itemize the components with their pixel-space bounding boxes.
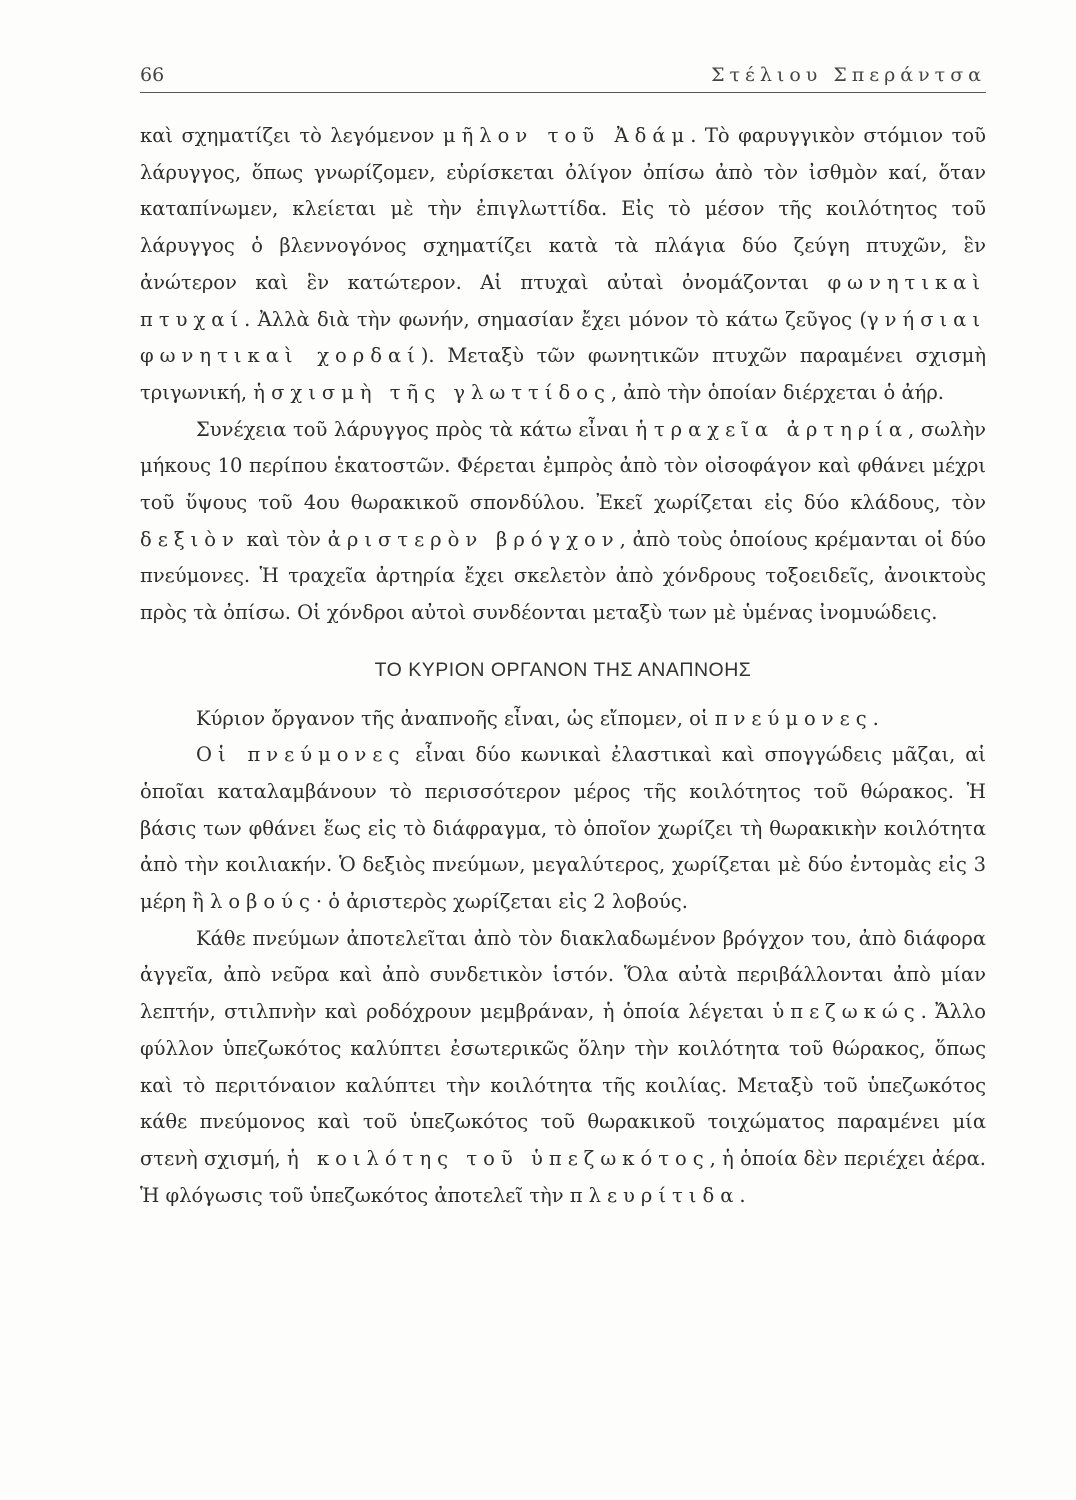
paragraph-trachea: Συνέχεια τοῦ λάρυγγος πρὸς τὰ κάτω εἶναι ἡ τραχεῖα ἀρτηρία, σωλὴν μήκους 10 περίπου ἑκατοστῶν. Φέρεται ἐμπρὸς ἀπὸ τὸν οἰσοφάγον καὶ φθάνει μέχρι τοῦ ὕψους τοῦ 4ου θωρακικοῦ σπονδύλου. Ἐκεῖ χωρίζεται εἰς δύο κλάδους, τὸν δεξιὸν καὶ τὸν ἀριστερὸν βρόγχον, ἀπὸ τοὺς ὁποίους κρέμανται οἱ δύο πνεύμονες. Ἡ τραχεῖα ἀρτηρία ἔχει σκελετὸν ἀπὸ χόνδρους τοξοειδεῖς, ἀνοικτοὺς πρὸς τὰ ὀπίσω. Οἱ χόνδροι αὐτοὶ συνδέονται μεταξὺ των μὲ ὑμένας ἰνομυώδεις. (140, 417, 987, 625)
term-the-lungs: Οἱ πνεύμονες (196, 743, 406, 767)
term-left-bronchus: ἀριστερὸν βρόγχον (327, 527, 620, 551)
body-text (140, 118, 986, 1214)
paragraph-main-organ: Κύριον ὄργανον τῆς ἀναπνοῆς εἶναι, ὡς εἴπομεν, οἱ πνεύμονες. (196, 706, 879, 730)
page-header (140, 62, 986, 93)
term-vocal-cords: γνήσιαι φωνητικαὶ χορδαί (140, 307, 986, 368)
section-title: ΤΟ ΚΥΡΙΟΝ ΟΡΓΑΝΟΝ ΤΗΣ ΑΝΑΠΝΟΗΣ (374, 658, 752, 681)
page-number: 66 (140, 64, 165, 86)
term-pleura: ὑπεζωκώς (772, 1000, 921, 1024)
paragraph-larynx: καὶ σχηματίζει τὸ λεγόμενον μῆλον τοῦ Ἀδάμ. Τὸ φαρυγγικὸν στόμιον τοῦ λάρυγγος, ὅπως γνωρίζομεν, εὑρίσκεται ὀλίγον ὀπίσω ἀπὸ τὸν ἰσθμὸν καί, ὅταν καταπίνωμεν, κλείεται μὲ τὴν ἐπιγλωττίδα. Εἰς τὸ μέσον τῆς κοιλότητος τοῦ λάρυγγος ὁ βλεννογόνος σχηματίζει κατὰ τὰ πλάγια δύο ζεύγη πτυχῶν, ἓν ἀνώτερον καὶ ἓν κατώτερον. Αἱ πτυχαὶ αὐταὶ ὀνομάζονται φωνητικαὶ πτυχαί. Ἀλλὰ διὰ τὴν φωνήν, σημασίαν ἔχει μόνον τὸ κάτω ζεῦγος (γνήσιαι φωνητικαὶ χορδαί). Μεταξὺ τῶν φωνητικῶν πτυχῶν παραμένει σχισμὴ τριγωνική, ἡ σχισμὴ τῆς γλωττίδος, ἀπὸ τὴν ὁποίαν διέρχεται ὁ ἀήρ. (140, 124, 987, 404)
term-right-bronchus: δεξιὸν (140, 527, 240, 551)
term-pleurisy: πλευρίτιδα (569, 1183, 740, 1207)
term-pleural-cavity: ἡ κοιλότης τοῦ ὑπεζωκότος (287, 1146, 710, 1170)
paragraph-pleura: Κάθε πνεύμων ἀποτελεῖται ἀπὸ τὸν διακλαδωμένον βρόγχον του, ἀπὸ διάφορα ἀγγεῖα, ἀπὸ νεῦρα καὶ ἀπὸ συνδετικὸν ἱστόν. Ὅλα αὐτὰ περιβάλλονται ἀπὸ μίαν λεπτήν, στιλπνὴν καὶ ροδόχρουν μεμβράναν, ἡ ὁποία λέγεται ὑπεζωκώς. Ἄλλο φύλλον ὑπεζωκότος καλύπτει ἐσωτερικῶς ὅλην τὴν κοιλότητα τοῦ θώρακος, ὅπως καὶ τὸ περιτόναιον καλύπτει τὴν κοιλότητα τῆς κοιλίας. Μεταξὺ τοῦ ὑπεζωκότος κάθε πνεύμονος καὶ τοῦ ὑπεζωκότος τοῦ θωρακικοῦ τοιχώματος παραμένει μία στενὴ σχισμή, ἡ κοιλότης τοῦ ὑπεζωκότος, ἡ ὁποία δὲν περιέχει ἀέρα. Ἡ φλόγωσις τοῦ ὑπεζωκότος ἀποτελεῖ τὴν πλευρίτιδα. (140, 926, 987, 1207)
term-lungs: πνεύμονες (714, 706, 873, 730)
running-head: Στέλιου Σπεράντσα (711, 64, 986, 86)
term-glottis: σχισμὴ τῆς γλωττίδος (271, 380, 611, 404)
term-lobes: λοβούς (210, 890, 316, 914)
term-trachea: τραχεῖα ἀρτηρία (653, 417, 909, 441)
term-vocal-folds: φωνητικαὶ πτυχαί (140, 270, 986, 331)
paragraph-lungs: Οἱ πνεύμονες εἶναι δύο κωνικαὶ ἐλαστικαὶ καὶ σπογγώδεις μᾶζαι, αἱ ὁποῖαι καταλαμβάνουν τὸ περισσότερον μέρος τῆς κοιλότητος τοῦ θώρακος. Ἡ βάσις των φθάνει ἕως εἰς τὸ διάφραγμα, τὸ ὁποῖον χωρίζει τὴ θωρακικὴν κοιλότητα ἀπὸ τὴν κοιλιακήν. Ὁ δεξιὸς πνεύμων, μεγαλύτερος, χωρίζεται μὲ δύο ἐντομὰς εἰς 3 μέρη ἢ λοβούς· ὁ ἀριστερὸς χωρίζεται εἰς 2 λοβούς. (140, 743, 987, 914)
term-adams-apple: μῆλον τοῦ Ἀδάμ (442, 124, 691, 147)
